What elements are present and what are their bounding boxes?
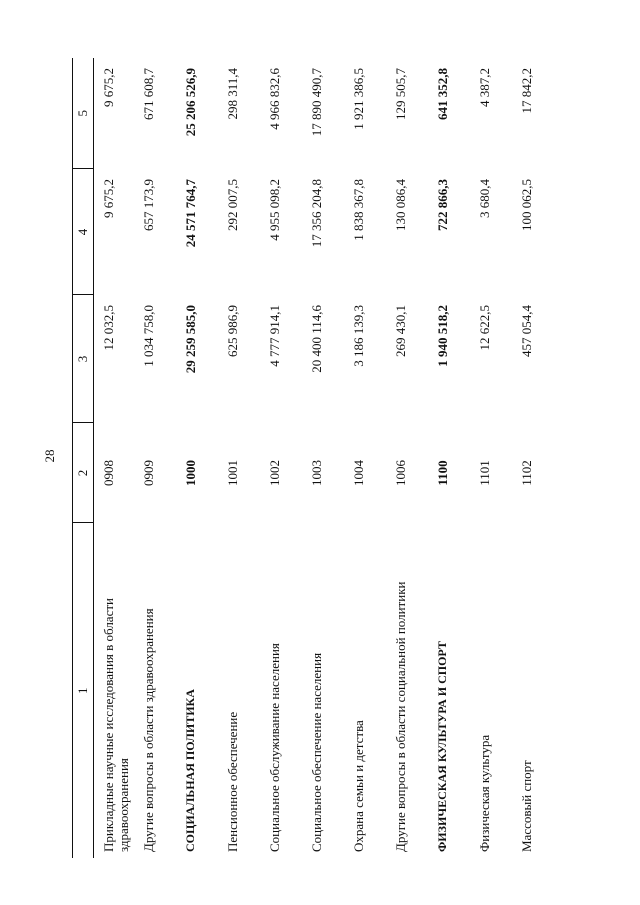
row-name-cell: Прикладные научные исследования в области здравоохранения [101, 598, 131, 852]
page-number: 28 [42, 449, 57, 463]
row-value-col4: 17 356 204,8 [309, 179, 324, 248]
row-value-col5: 1 921 386,5 [351, 68, 366, 130]
row-name-cell: Социальное обслуживание населения [267, 643, 282, 852]
row-value-col4: 722 866,3 [435, 179, 450, 231]
row-code-cell: 0909 [141, 460, 156, 486]
row-name-cell: Физическая культура [477, 734, 492, 852]
row-value-col3: 12 622,5 [477, 305, 492, 351]
row-name-cell: Другие вопросы в области здравоохранения [141, 608, 156, 852]
row-name-cell: Социальное обеспечение населения [309, 652, 324, 852]
row-value-col3: 457 054,4 [519, 305, 534, 357]
row-value-col5: 129 505,7 [393, 68, 408, 120]
table-body [94, 58, 563, 858]
table-row [394, 58, 436, 858]
row-name-cell: Охрана семьи и детства [351, 720, 366, 852]
row-code-cell: 1102 [519, 460, 534, 486]
row-value-col3: 3 186 139,3 [351, 305, 366, 367]
row-value-col3: 1 940 518,2 [435, 305, 450, 367]
table-header [73, 58, 94, 858]
row-code-cell: 0908 [101, 460, 116, 486]
table-area [72, 58, 602, 858]
row-code-cell: 1100 [435, 460, 450, 486]
table-row [94, 58, 143, 858]
header-col-2: 2 [73, 423, 94, 523]
table-row [520, 58, 562, 858]
row-value-col4: 1 838 367,8 [351, 179, 366, 241]
row-code-cell: 1001 [225, 460, 240, 486]
row-code-cell: 1000 [183, 460, 198, 486]
table-row [478, 58, 520, 858]
row-value-col3: 4 777 914,1 [267, 305, 282, 367]
row-name-cell: Массовый спорт [519, 760, 534, 852]
row-value-col4: 9 675,2 [101, 179, 116, 218]
row-name-cell: Пенсионное обеспечение [225, 711, 240, 852]
header-col-3: 3 [73, 295, 94, 423]
row-code-cell: 1101 [477, 460, 492, 486]
row-name-cell: СОЦИАЛЬНАЯ ПОЛИТИКА [183, 689, 197, 852]
header-col-5: 5 [73, 58, 94, 169]
row-value-col5: 4 966 832,6 [267, 68, 282, 130]
budget-table [72, 58, 562, 858]
row-value-col5: 17 842,2 [519, 68, 534, 114]
row-value-col3: 269 430,1 [393, 305, 408, 357]
row-code-cell: 1004 [351, 460, 366, 486]
table-row [142, 58, 184, 858]
row-value-col3: 1 034 758,0 [141, 305, 156, 367]
row-value-col3: 20 400 114,6 [309, 305, 324, 373]
row-value-col5: 9 675,2 [101, 68, 116, 107]
row-value-col4: 657 173,9 [141, 179, 156, 231]
row-value-col3: 625 986,9 [225, 305, 240, 357]
row-name-cell: ФИЗИЧЕСКАЯ КУЛЬТУРА И СПОРТ [435, 641, 449, 852]
row-value-col5: 17 890 490,7 [309, 68, 324, 137]
row-value-col5: 641 352,8 [435, 68, 450, 120]
row-value-col4: 24 571 764,7 [183, 179, 198, 248]
table-row [184, 58, 226, 858]
row-value-col5: 25 206 526,9 [183, 68, 198, 137]
row-value-col3: 12 032,5 [101, 305, 116, 351]
table-row [268, 58, 310, 858]
table-row [436, 58, 478, 858]
row-value-col4: 4 955 098,2 [267, 179, 282, 241]
row-name-cell: Другие вопросы в области социальной политики [393, 581, 408, 852]
row-value-col5: 4 387,2 [477, 68, 492, 107]
row-code-cell: 1002 [267, 460, 282, 486]
row-value-col3: 29 259 585,0 [183, 305, 198, 374]
row-code-cell: 1006 [393, 460, 408, 486]
row-value-col4: 3 680,4 [477, 179, 492, 218]
table-row [310, 58, 352, 858]
header-row [73, 58, 94, 858]
header-col-4: 4 [73, 169, 94, 295]
row-value-col4: 292 007,5 [225, 179, 240, 231]
rotated-table-container [72, 58, 602, 858]
table-row [226, 58, 268, 858]
header-col-1: 1 [73, 523, 94, 858]
row-code-cell: 1003 [309, 460, 324, 486]
row-value-col5: 671 608,7 [141, 68, 156, 120]
row-value-col5: 298 311,4 [225, 68, 240, 120]
table-row [352, 58, 394, 858]
row-value-col4: 130 086,4 [393, 179, 408, 231]
row-value-col4: 100 062,5 [519, 179, 534, 231]
